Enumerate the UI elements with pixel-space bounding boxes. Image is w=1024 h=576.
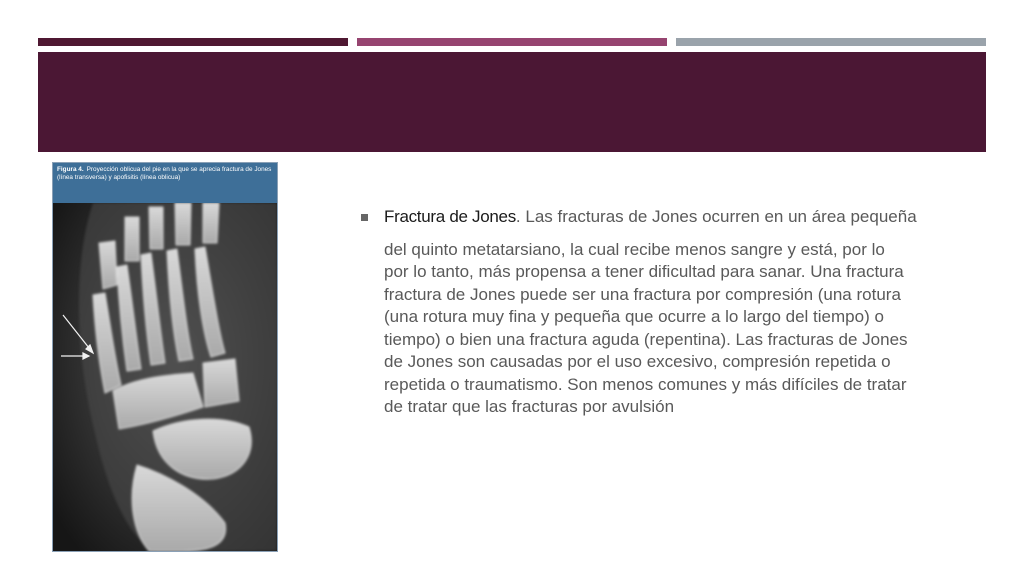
accent-stripe-left <box>38 38 348 46</box>
figure-caption-label: Figura 4. <box>57 166 84 173</box>
square-bullet-icon <box>361 214 368 221</box>
bullet-line: (una rotura muy fina y pequeña que ocurre a lo largo del tiempo) o <box>384 307 884 326</box>
accent-stripe-right <box>676 38 986 46</box>
slide-body <box>357 206 987 419</box>
bullet-lead-separator: . <box>515 207 521 226</box>
bullet-first-line <box>384 206 987 229</box>
accent-stripe-middle <box>357 38 667 46</box>
xray-figure <box>52 162 278 552</box>
title-band <box>38 52 986 152</box>
bullet-line: de tratar que las fracturas por avulsión <box>384 397 675 416</box>
bullet-line: de Jones son causadas por el uso excesivo, compresión repetida o <box>384 352 891 371</box>
bullet-line: por lo tanto, más propensa a tener dificultad para sanar. Una fractura <box>384 262 904 281</box>
bullet-item <box>357 206 987 419</box>
bullet-line: fractura de Jones puede ser una fractura por compresión (una rotura <box>384 284 901 304</box>
figure-caption <box>53 163 277 203</box>
bullet-line: tiempo) o bien una fractura aguda (repentina). Las fracturas de Jones <box>384 329 908 349</box>
bullet-lead-term: Fractura de Jones <box>384 207 516 226</box>
bullet-first-line-text: Las fracturas de Jones ocurren en un área pequeña <box>520 207 917 226</box>
bullet-line: repetida o traumatismo. Son menos comunes y más difíciles de tratar <box>384 374 907 394</box>
figure-caption-text: Proyección oblicua del pie en la que se aprecia fractura de Jones (línea transversa) y apofisitis (línea oblicua) <box>57 166 272 182</box>
foot-xray-image <box>53 203 277 551</box>
bullet-line: del quinto metatarsiano, la cual recibe menos sangre y está, por lo <box>384 239 885 259</box>
